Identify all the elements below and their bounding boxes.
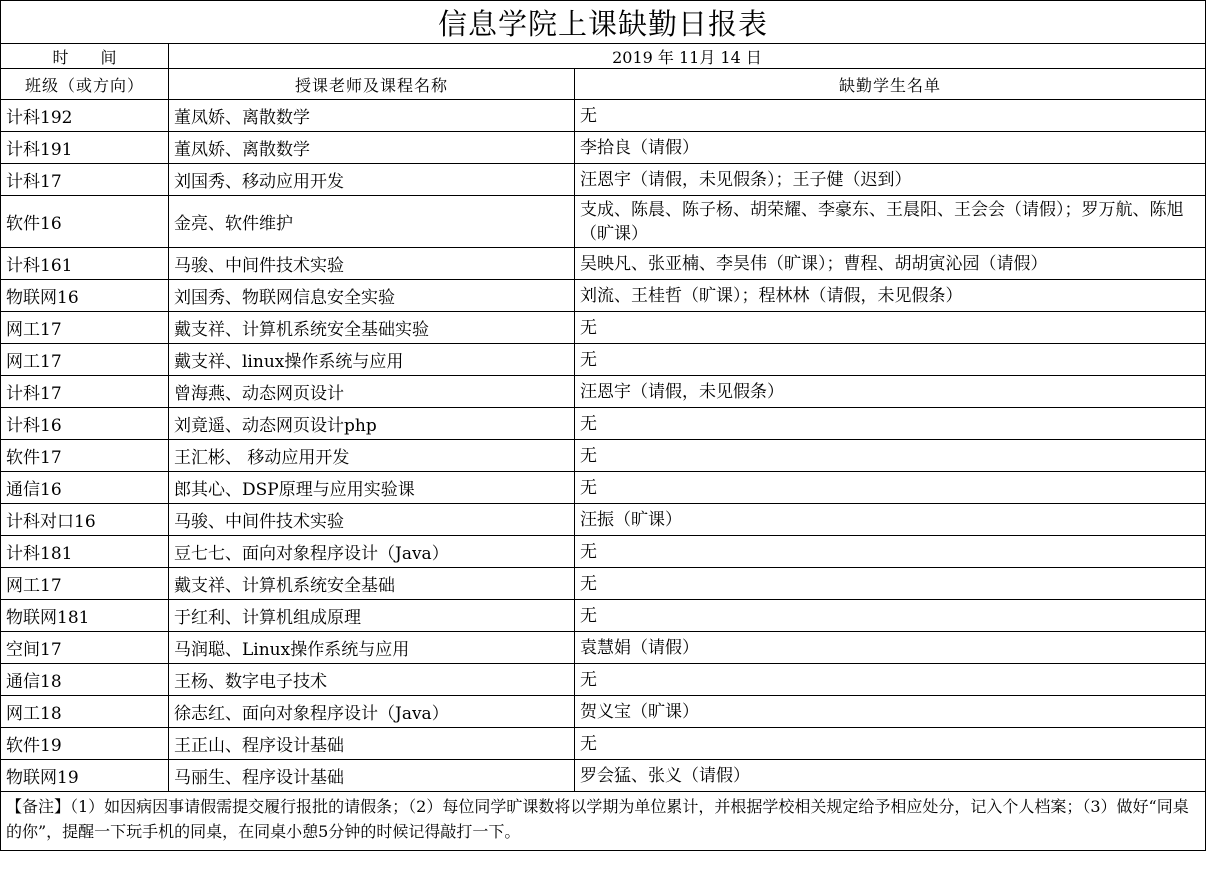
absent-cell: 支成、陈晨、陈子杨、胡荣耀、李豪东、王晨阳、王会会（请假）；罗万航、陈旭（旷课） <box>575 196 1206 248</box>
teacher-course-cell: 马骏、中间件技术实验 <box>169 504 575 536</box>
absent-cell: 无 <box>575 568 1206 600</box>
class-cell: 计科161 <box>1 248 169 280</box>
absent-cell: 贺义宝（旷课） <box>575 696 1206 728</box>
table-row <box>1 164 1206 196</box>
teacher-course-cell: 马骏、中间件技术实验 <box>169 248 575 280</box>
table-row <box>1 344 1206 376</box>
table-row <box>1 408 1206 440</box>
teacher-course-cell: 戴支祥、计算机系统安全基础 <box>169 568 575 600</box>
absent-cell: 李拾良（请假） <box>575 132 1206 164</box>
absent-cell: 无 <box>575 472 1206 504</box>
class-cell: 网工17 <box>1 568 169 600</box>
class-cell: 空间17 <box>1 632 169 664</box>
table-row <box>1 632 1206 664</box>
teacher-course-cell: 马丽生、程序设计基础 <box>169 760 575 792</box>
class-cell: 软件17 <box>1 440 169 472</box>
teacher-course-cell: 董凤娇、离散数学 <box>169 132 575 164</box>
teacher-course-cell: 曾海燕、动态网页设计 <box>169 376 575 408</box>
teacher-course-cell: 金亮、软件维护 <box>169 196 575 248</box>
table-row <box>1 196 1206 248</box>
table-row <box>1 664 1206 696</box>
teacher-course-cell: 郎其心、DSP原理与应用实验课 <box>169 472 575 504</box>
absent-cell: 吴映凡、张亚楠、李昊伟（旷课）；曹程、胡胡寅沁园（请假） <box>575 248 1206 280</box>
absent-cell: 无 <box>575 312 1206 344</box>
class-cell: 物联网181 <box>1 600 169 632</box>
table-row <box>1 248 1206 280</box>
teacher-course-cell: 豆七七、面向对象程序设计（Java） <box>169 536 575 568</box>
absent-cell: 无 <box>575 344 1206 376</box>
teacher-course-cell: 刘竟遥、动态网页设计php <box>169 408 575 440</box>
table-row <box>1 504 1206 536</box>
absent-cell: 无 <box>575 100 1206 132</box>
teacher-course-cell: 王正山、程序设计基础 <box>169 728 575 760</box>
absent-cell: 袁慧娟（请假） <box>575 632 1206 664</box>
teacher-course-cell: 刘国秀、物联网信息安全实验 <box>169 280 575 312</box>
absent-cell: 无 <box>575 600 1206 632</box>
table-row <box>1 132 1206 164</box>
absent-cell: 无 <box>575 440 1206 472</box>
table-row <box>1 728 1206 760</box>
teacher-course-cell: 戴支祥、计算机系统安全基础实验 <box>169 312 575 344</box>
teacher-course-cell: 马润聪、Linux操作系统与应用 <box>169 632 575 664</box>
report-date: 2019 年 11月 14 日 <box>169 44 1206 69</box>
teacher-course-cell: 徐志红、面向对象程序设计（Java） <box>169 696 575 728</box>
table-row <box>1 312 1206 344</box>
table-row <box>1 440 1206 472</box>
table-row <box>1 536 1206 568</box>
header-teacher-course: 授课老师及课程名称 <box>169 69 575 100</box>
class-cell: 网工18 <box>1 696 169 728</box>
class-cell: 计科16 <box>1 408 169 440</box>
teacher-course-cell: 刘国秀、移动应用开发 <box>169 164 575 196</box>
teacher-course-cell: 董凤娇、离散数学 <box>169 100 575 132</box>
table-row <box>1 600 1206 632</box>
teacher-course-cell: 于红利、计算机组成原理 <box>169 600 575 632</box>
class-cell: 物联网16 <box>1 280 169 312</box>
class-cell: 软件16 <box>1 196 169 248</box>
report-title: 信息学院上课缺勤日报表 <box>1 1 1206 44</box>
header-class: 班级（或方向） <box>1 69 169 100</box>
absent-cell: 无 <box>575 728 1206 760</box>
absent-cell: 刘流、王桂哲（旷课）；程林林（请假，未见假条） <box>575 280 1206 312</box>
teacher-course-cell: 王杨、数字电子技术 <box>169 664 575 696</box>
teacher-course-cell: 戴支祥、linux操作系统与应用 <box>169 344 575 376</box>
class-cell: 物联网19 <box>1 760 169 792</box>
header-absent: 缺勤学生名单 <box>575 69 1206 100</box>
table-row <box>1 376 1206 408</box>
table-row <box>1 696 1206 728</box>
class-cell: 网工17 <box>1 312 169 344</box>
absent-cell: 无 <box>575 664 1206 696</box>
absent-cell: 无 <box>575 408 1206 440</box>
class-cell: 计科17 <box>1 376 169 408</box>
class-cell: 通信16 <box>1 472 169 504</box>
class-cell: 计科181 <box>1 536 169 568</box>
table-row <box>1 100 1206 132</box>
table-row <box>1 472 1206 504</box>
table-row <box>1 568 1206 600</box>
class-cell: 计科191 <box>1 132 169 164</box>
absent-cell: 无 <box>575 536 1206 568</box>
class-cell: 计科192 <box>1 100 169 132</box>
class-cell: 计科17 <box>1 164 169 196</box>
absent-cell: 汪振（旷课） <box>575 504 1206 536</box>
time-label: 时 间 <box>1 44 169 69</box>
class-cell: 计科对口16 <box>1 504 169 536</box>
remarks-note: 【备注】（1）如因病因事请假需提交履行报批的请假条；（2）每位同学旷课数将以学期为单位累计，并根据学校相关规定给予相应处分，记入个人档案；（3）做好“同桌的你”，提醒一下玩手机的同桌，在同桌小憩5分钟的时候记得敲打一下。 <box>1 792 1206 851</box>
absent-cell: 汪恩宇（请假，未见假条） <box>575 376 1206 408</box>
table-row <box>1 280 1206 312</box>
table-row <box>1 760 1206 792</box>
class-cell: 网工17 <box>1 344 169 376</box>
class-cell: 通信18 <box>1 664 169 696</box>
absent-cell: 汪恩宇（请假，未见假条）；王子健（迟到） <box>575 164 1206 196</box>
absent-cell: 罗会猛、张义（请假） <box>575 760 1206 792</box>
class-cell: 软件19 <box>1 728 169 760</box>
teacher-course-cell: 王汇彬、 移动应用开发 <box>169 440 575 472</box>
